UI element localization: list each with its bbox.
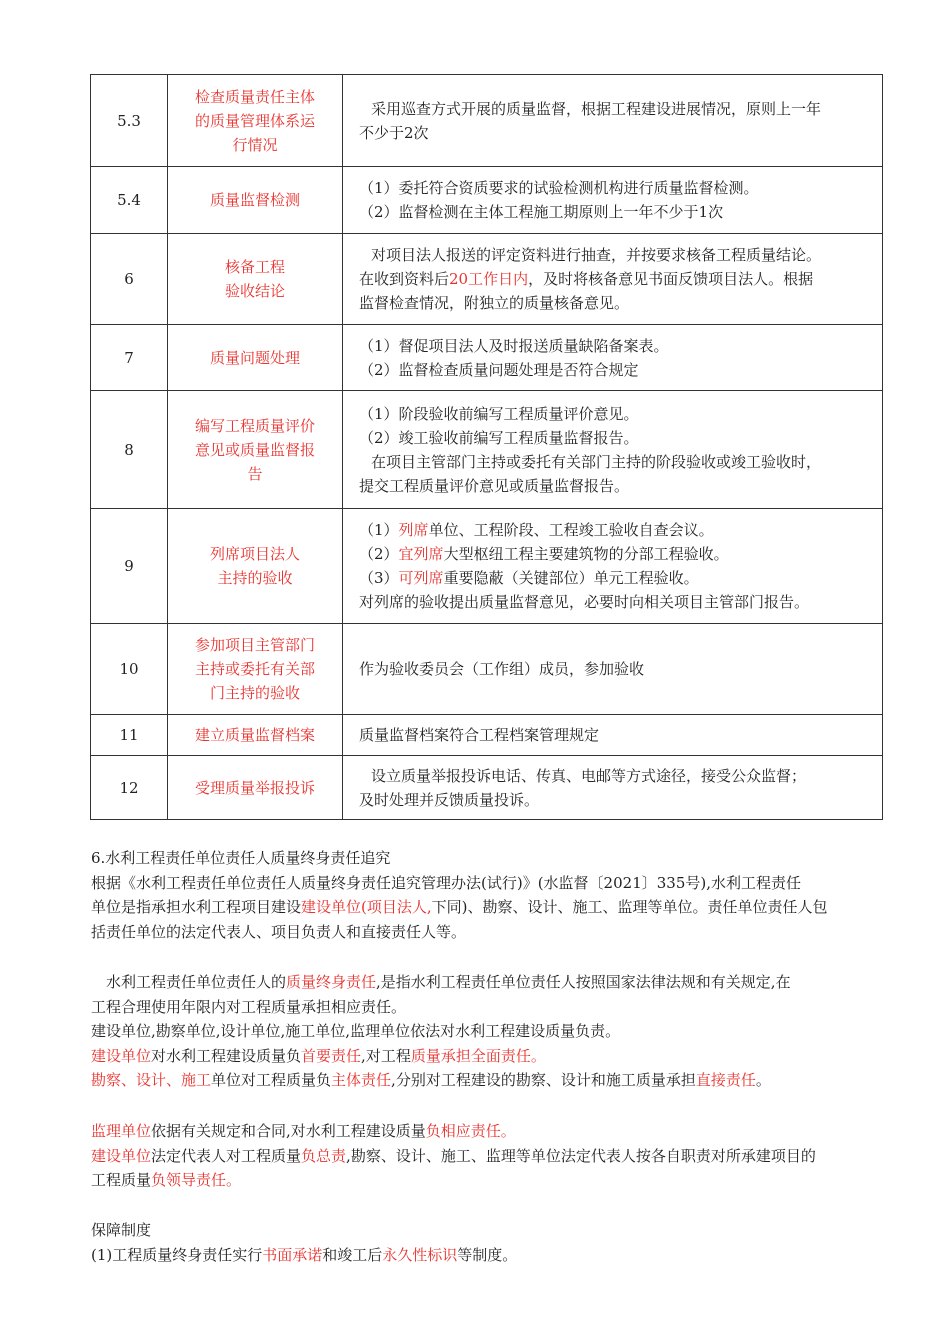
text-run: 6.水利工程责任单位责任人质量终身责任追究 xyxy=(91,849,391,867)
content-line xyxy=(359,200,870,224)
text-run: （1）委托符合资质要求的试验检测机构进行质量监督检测。 xyxy=(359,179,759,197)
content-line xyxy=(359,243,870,267)
text-run: 在收到资料后 xyxy=(359,270,450,288)
content-line xyxy=(359,764,870,788)
content-line xyxy=(359,723,870,747)
row-item xyxy=(168,509,343,624)
paragraph xyxy=(91,970,891,1093)
text-run: 对项目法人报送的评定资料进行抽查，并按要求核备工程质量结论。 xyxy=(371,246,822,264)
highlight-text: 宜列席 xyxy=(398,545,444,563)
text-run: 括责任单位的法定代表人、项目负责人和直接责任人等。 xyxy=(91,922,467,941)
paragraph xyxy=(91,1119,891,1193)
row-number: 8 xyxy=(91,391,168,509)
text-run: 下同)、勘察、设计、施工、监理等单位。责任单位责任人包 xyxy=(431,898,828,916)
text-run: 等制度。 xyxy=(457,1245,518,1264)
item-line: 质量问题处理 xyxy=(209,348,300,367)
row-content xyxy=(343,624,883,715)
highlight-text: 质量承担全面责任。 xyxy=(410,1046,546,1065)
row-number: 9 xyxy=(91,509,168,624)
highlight-text: 首要责任 xyxy=(301,1046,362,1065)
row-item xyxy=(168,391,343,509)
text-run: 根据《水利工程责任单位责任人质量终身责任追究管理办法(试行)》(水监督〔2021〕335号),水利工程责任 xyxy=(91,873,801,892)
text-run: （1）督促项目法人及时报送质量缺陷备案表。 xyxy=(359,336,669,355)
table-row xyxy=(91,509,883,624)
text-run: 建设单位,勘察单位,设计单位,施工单位,监理单位依法对水利工程建设质量负责。 xyxy=(91,1022,621,1040)
text-run: 单位对工程质量负 xyxy=(211,1071,332,1089)
row-number: 7 xyxy=(91,325,168,391)
text-run: 依据有关规定和合同,对水利工程建设质量 xyxy=(151,1122,426,1140)
paragraph-line xyxy=(91,1243,891,1268)
item-line: 门主持的验收 xyxy=(209,684,300,702)
text-run: ，及时将核备意见书面反馈项目法人。根据 xyxy=(528,270,814,288)
text-run: 在项目主管部门主持或委托有关部门主持的阶段验收或竣工验收时， xyxy=(371,452,822,471)
text-run: 对列席的验收提出质量监督意见，必要时向相关项目主管部门报告。 xyxy=(359,593,810,611)
row-content xyxy=(343,756,883,820)
table-row xyxy=(91,391,883,509)
paragraph-line xyxy=(91,1168,891,1193)
item-line: 检查质量责任主体 xyxy=(194,87,315,106)
item-line: 主持的验收 xyxy=(217,569,293,587)
row-content xyxy=(343,75,883,167)
text-run: 。 xyxy=(755,1071,771,1089)
highlight-text: 20工作日内 xyxy=(449,270,529,288)
text-run: 监督检查情况，附独立的质量核备意见。 xyxy=(359,294,630,312)
text-run: 单位是指承担水利工程项目建设 xyxy=(91,898,302,916)
row-number: 12 xyxy=(91,756,168,820)
text-run: （2）竣工验收前编写工程质量监督报告。 xyxy=(359,428,639,447)
row-item xyxy=(168,715,343,756)
text-run: 水利工程责任单位责任人的 xyxy=(91,973,287,991)
row-item xyxy=(168,624,343,715)
highlight-text: 负领导责任。 xyxy=(151,1171,242,1189)
content-line xyxy=(359,474,870,498)
content-line xyxy=(359,566,870,590)
paragraph-line xyxy=(91,970,891,995)
row-item xyxy=(168,167,343,234)
item-line: 核备工程 xyxy=(224,258,285,276)
row-content xyxy=(343,234,883,325)
item-line: 编写工程质量评价 xyxy=(194,416,315,435)
row-item xyxy=(168,756,343,820)
content-line xyxy=(359,291,870,315)
item-line: 建立质量监督档案 xyxy=(194,726,315,744)
row-number: 5.3 xyxy=(91,75,168,167)
table-row xyxy=(91,715,883,756)
text-run: 对水利工程建设质量负 xyxy=(151,1046,302,1065)
row-item xyxy=(168,75,343,167)
highlight-text: 直接责任 xyxy=(695,1071,756,1089)
text-run: 和竣工后 xyxy=(322,1245,383,1264)
text-run: ,分别对工程建设的勘察、设计和施工质量承担 xyxy=(391,1071,696,1089)
highlight-text: 负相应责任。 xyxy=(425,1122,516,1140)
item-line: 的质量管理体系运 xyxy=(194,111,315,130)
text-run: 及时处理并反馈质量投诉。 xyxy=(359,790,540,809)
highlight-text: 可列席 xyxy=(398,569,444,587)
paragraph-line xyxy=(91,846,891,871)
highlight-text: 建设单位 xyxy=(91,1046,152,1065)
paragraph xyxy=(91,846,891,944)
highlight-text: 质量终身责任 xyxy=(286,973,377,991)
text-run: 作为验收委员会（工作组）成员，参加验收 xyxy=(359,660,645,678)
content-line xyxy=(359,426,870,450)
row-content xyxy=(343,509,883,624)
content-line xyxy=(359,334,870,358)
text-run: （3） xyxy=(359,569,399,587)
row-content xyxy=(343,391,883,509)
text-run: 法定代表人对工程质量 xyxy=(151,1146,302,1165)
paragraph-line xyxy=(91,1218,891,1243)
item-line: 验收结论 xyxy=(224,282,285,300)
content-line xyxy=(359,267,870,291)
text-run: 单位、工程阶段、工程竣工验收自查会议。 xyxy=(428,521,714,539)
table-row xyxy=(91,325,883,391)
item-line: 质量监督检测 xyxy=(209,191,300,209)
item-line: 主持或委托有关部 xyxy=(194,660,315,678)
paragraph-line xyxy=(91,895,891,920)
text-run: 工程合理使用年限内对工程质量承担相应责任。 xyxy=(91,997,407,1016)
content-line xyxy=(359,788,870,812)
text-run: 大型枢纽工程主要建筑物的分部工程验收。 xyxy=(443,545,729,563)
table-row xyxy=(91,75,883,167)
paragraph-line xyxy=(91,1019,891,1044)
table-row xyxy=(91,624,883,715)
item-line: 受理质量举报投诉 xyxy=(194,778,315,797)
content-line xyxy=(359,450,870,474)
text-run: 不少于2次 xyxy=(359,123,429,142)
text-run: 质量监督档案符合工程档案管理规定 xyxy=(359,726,600,744)
content-line xyxy=(359,402,870,426)
row-number: 10 xyxy=(91,624,168,715)
row-number: 11 xyxy=(91,715,168,756)
paragraph-line xyxy=(91,920,891,945)
paragraph-line xyxy=(91,1119,891,1144)
row-number: 5.4 xyxy=(91,167,168,234)
row-content xyxy=(343,325,883,391)
highlight-text: 勘察、设计、施工 xyxy=(91,1071,212,1089)
content-line xyxy=(359,518,870,542)
row-content xyxy=(343,167,883,234)
text-run: 采用巡查方式开展的质量监督，根据工程建设进展情况，原则上一年 xyxy=(371,99,822,118)
text-run: 保障制度 xyxy=(91,1221,152,1239)
highlight-text: 监理单位 xyxy=(91,1122,152,1140)
item-line: 意见或质量监督报 xyxy=(194,440,315,459)
row-number: 6 xyxy=(91,234,168,325)
highlight-text: 负总责 xyxy=(301,1146,347,1165)
text-run: 提交工程质量评价意见或质量监督报告。 xyxy=(359,476,630,495)
highlight-text: 建设单位(项目法人, xyxy=(301,898,432,916)
row-item xyxy=(168,234,343,325)
paragraph-line xyxy=(91,1144,891,1169)
text-run: （1） xyxy=(359,521,399,539)
item-line: 行情况 xyxy=(232,135,278,154)
text-run: ,是指水利工程责任单位责任人按照国家法律法规和有关规定,在 xyxy=(376,973,791,991)
highlight-text: 主体责任 xyxy=(331,1071,392,1089)
highlight-text: 列席 xyxy=(398,521,429,539)
highlight-text: 建设单位 xyxy=(91,1146,152,1165)
text-run: 工程质量 xyxy=(91,1171,152,1189)
content-line xyxy=(359,176,870,200)
text-run: （2）监督检查质量问题处理是否符合规定 xyxy=(359,360,639,379)
row-item xyxy=(168,325,343,391)
text-run: ,对工程 xyxy=(361,1046,411,1065)
content-line xyxy=(359,97,870,121)
row-content xyxy=(343,715,883,756)
paragraph-line xyxy=(91,1044,891,1069)
content-line xyxy=(359,590,870,614)
item-line: 告 xyxy=(247,464,263,483)
text-run: （2）监督检测在主体工程施工期原则上一年不少于1次 xyxy=(359,203,724,221)
text-run: (1)工程质量终身责任实行 xyxy=(91,1245,263,1264)
table-row xyxy=(91,167,883,234)
content-line xyxy=(359,542,870,566)
highlight-text: 永久性标识 xyxy=(382,1245,458,1264)
supervision-table xyxy=(90,74,883,820)
item-line: 参加项目主管部门 xyxy=(194,636,315,654)
table-row xyxy=(91,234,883,325)
paragraph-line xyxy=(91,1068,891,1093)
text-run: 设立质量举报投诉电话、传真、电邮等方式途径，接受公众监督； xyxy=(371,766,807,785)
table-row xyxy=(91,756,883,820)
text-run: （2） xyxy=(359,545,399,563)
paragraph-line xyxy=(91,995,891,1020)
content-line xyxy=(359,657,870,681)
highlight-text: 书面承诺 xyxy=(262,1245,323,1264)
text-run: ,勘察、设计、施工、监理等单位法定代表人按各自职责对所承建项目的 xyxy=(346,1146,816,1165)
content-line xyxy=(359,121,870,145)
paragraph-line xyxy=(91,871,891,896)
text-run: 重要隐蔽（关键部位）单元工程验收。 xyxy=(443,569,699,587)
paragraph xyxy=(91,1218,891,1267)
content-line xyxy=(359,358,870,382)
item-line: 列席项目法人 xyxy=(209,545,300,563)
text-run: （1）阶段验收前编写工程质量评价意见。 xyxy=(359,404,639,423)
